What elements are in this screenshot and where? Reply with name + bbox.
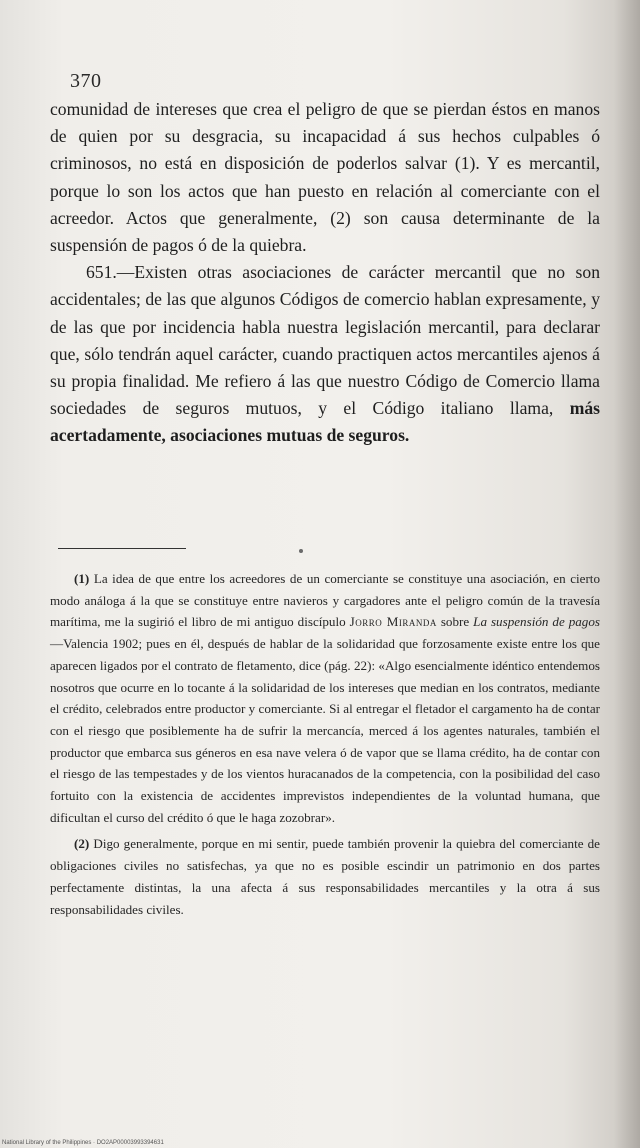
footnote-1-marker: (1) bbox=[74, 571, 90, 586]
footnote-1-text-a: La idea de que entre los acreedores de un comerciante se constituye una asociación, en cierto modo análoga á la que se constituye entre navieros y cargadores ante el peligro común de la travesía marítima, me la sugirió el libro de mi antiguo discípulo bbox=[50, 571, 600, 630]
page-edge-shadow bbox=[614, 0, 640, 1148]
paragraph-651 bbox=[50, 259, 600, 449]
footnote-2 bbox=[50, 833, 600, 920]
footnote-1-author: Jorro Miranda bbox=[349, 614, 437, 630]
footnote-2-marker: (2) bbox=[74, 836, 90, 852]
main-text bbox=[50, 96, 600, 450]
paragraph-651-text: 651.—Existen otras asociaciones de carácter mercantil que no son accidentales; de las que algunos Códigos de comercio hablan expresamente, y de las que por incidencia habla nuestra legislación mercantil, para declarar que, sólo tendrán aquel carácter, cuando practiquen actos mercantiles ajenos á su propia finalidad. Me refiero á las que nuestro Código de Comercio llama sociedades de seguros mutuos, y el Código italiano llama, bbox=[50, 262, 600, 419]
paragraph-1: comunidad de intereses que crea el peligro de que se pierdan éstos en manos de quien por su desgracia, su incapacidad á sus hechos culpables ó criminosos, no está en disposición de poderlos salvar (1). Y es mercantil, porque lo son los actos que han puesto en relación al comerciante con el acreedor. Actos que generalmente, (2) son causa determinante de la suspensión de pagos ó de la quiebra. bbox=[50, 99, 600, 256]
paragraph-651-final-line: más acertadamente, asociaciones mutuas de seguros. bbox=[50, 398, 600, 446]
scan-credit: National Library of the Philippines · DO2AP00003993394631 bbox=[2, 1140, 164, 1146]
footnote-2-text: Digo generalmente, porque en mi sentir, puede también provenir la quiebra del comerciante de obligaciones civiles no satisfechas, ya que no es posible escindir un patrimonio en dos partes perfectamente distintas, la una afecta á sus responsabilidades mercantiles y la otra á sus responsabilidades civiles. bbox=[50, 836, 600, 917]
page-number: 370 bbox=[70, 70, 102, 92]
footnote-1-work-title: La suspensión de pagos bbox=[473, 614, 601, 630]
footnote-1-text-b: sobre bbox=[440, 614, 470, 630]
footnotes bbox=[50, 568, 600, 925]
footnote-separator bbox=[58, 548, 186, 549]
footnote-1 bbox=[50, 568, 600, 828]
footnote-1-text-c: —Valencia 1902; pues en él, después de hablar de la solidaridad que forzosamente existe entre los que aparecen ligados por el contrato de fletamento, dice (pág. 22): «Algo esencialmente idéntico entendemos nosotros que ocurre en lo tocante á la solidaridad de los intereses que median en los contratos, mediante el crédito, celebrados entre productor y comerciante. Si al entregar el fletador el cargamento ha de contar con el riesgo que posiblemente ha de sufrir la mercancía, merced á los agentes naturales, también el productor que embarca sus géneros en esa nave velera ó de vapor que se llama crédito, ha de contar con el riesgo de las tempestades y de los vientos huracanados de la competencia, con la posibilidad del caso fortuito con la existencia de accidentes imprevistos independientes de la voluntad humana, que dificultan el curso del crédito ó que le haga zozobrar». bbox=[50, 636, 600, 825]
ink-speck bbox=[299, 549, 303, 553]
